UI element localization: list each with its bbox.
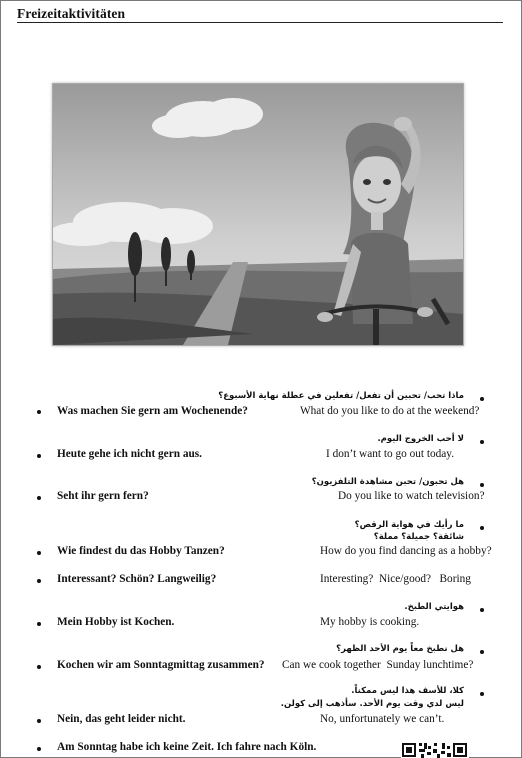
arabic-line: لا أحب الخروج اليوم. <box>377 434 464 444</box>
page-title: Freizeitaktivitäten <box>17 6 126 21</box>
title-underline <box>17 22 503 23</box>
english-sentence: My hobby is cooking. <box>320 616 420 628</box>
arabic-line: شائقة؟ جميلة؟ مملة؟ <box>373 532 464 542</box>
arabic-bullet <box>480 650 484 654</box>
german-sentence: Kochen wir am Sonntagmittag zusammen? <box>57 659 265 671</box>
arabic-bullet <box>480 692 484 696</box>
german-bullet <box>37 665 41 669</box>
english-sentence: Do you like to watch television? <box>338 490 485 502</box>
english-sentence: I don’t want to go out today. <box>326 448 455 460</box>
german-sentence: Am Sonntag habe ich keine Zeit. Ich fahre nach Köln. <box>57 741 317 753</box>
german-bullet <box>37 496 41 500</box>
arabic-line: هوايتي الطبخ. <box>404 602 464 612</box>
german-sentence: Heute gehe ich nicht gern aus. <box>57 448 202 460</box>
german-bullet <box>37 551 41 555</box>
german-sentence: Seht ihr gern fern? <box>57 490 149 502</box>
german-bullet <box>37 747 41 751</box>
qr-code-icon <box>401 742 469 758</box>
arabic-bullet <box>480 397 484 401</box>
german-bullet <box>37 719 41 723</box>
woman-on-bicycle-illustration <box>52 83 464 346</box>
german-sentence: Was machen Sie gern am Wochenende? <box>57 405 248 417</box>
german-bullet <box>37 410 41 414</box>
english-sentence: What do you like to do at the weekend? <box>300 405 480 417</box>
arabic-line: هل نطبخ معاً يوم الأحد الظهر؟ <box>336 644 464 654</box>
english-sentence: No, unfortunately we can’t. <box>320 713 445 725</box>
german-bullet <box>37 579 41 583</box>
german-sentence: Mein Hobby ist Kochen. <box>57 616 175 628</box>
arabic-bullet <box>480 483 484 487</box>
german-sentence: Nein, das geht leider nicht. <box>57 713 186 725</box>
german-sentence: Wie findest du das Hobby Tanzen? <box>57 545 225 557</box>
arabic-line: ماذا تحب/ تحبين أن تفعل/ تفعلين في عطلة نهاية الأسبوع؟ <box>218 391 464 401</box>
arabic-line: ليس لدي وقت يوم الأحد. سأذهب إلى كولن. <box>280 699 464 709</box>
arabic-bullet <box>480 526 484 530</box>
german-sentence: Interessant? Schön? Langweilig? <box>57 573 217 585</box>
german-bullet <box>37 622 41 626</box>
arabic-line: كلا، للأسف هذا ليس ممكناً. <box>351 686 464 696</box>
arabic-bullet <box>480 440 484 444</box>
arabic-line: هل تحبون/ تحبن مشاهدة التلفزيون؟ <box>311 477 464 487</box>
english-sentence: How do you find dancing as a hobby? <box>320 545 492 557</box>
arabic-bullet <box>480 608 484 612</box>
arabic-line: ما رأيك في هواية الرقص؟ <box>354 520 464 530</box>
german-bullet <box>37 454 41 458</box>
english-sentence: Interesting? Nice/good? Boring <box>320 573 471 585</box>
english-sentence: Can we cook together Sunday lunchtime? <box>282 659 474 671</box>
